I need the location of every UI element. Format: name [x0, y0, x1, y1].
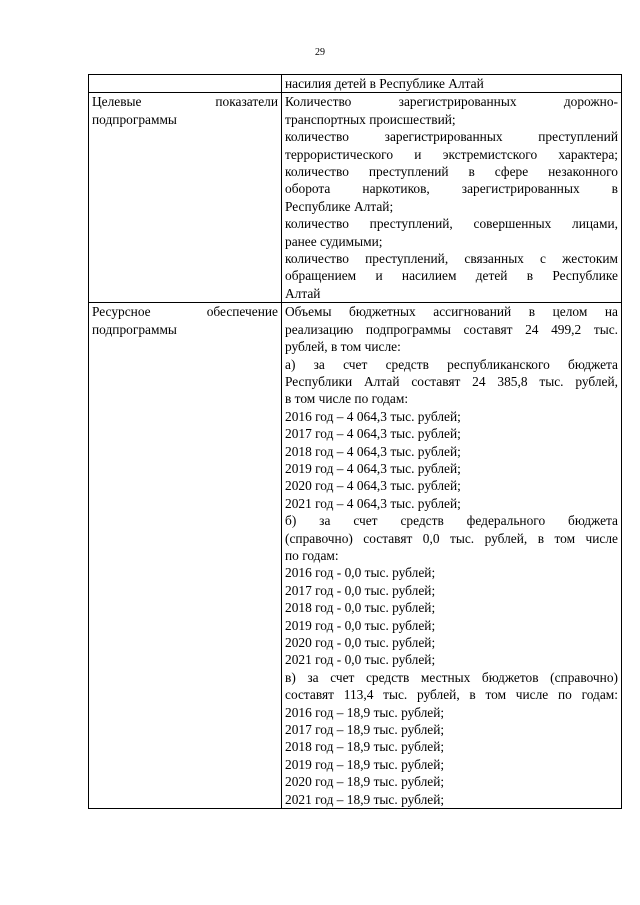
text-line: 2017 год – 4 064,3 тыс. рублей;	[285, 426, 461, 442]
text-line: Целевые показатели	[92, 94, 278, 110]
row-label-cell	[89, 75, 282, 93]
text-line: 2020 год - 0,0 тыс. рублей;	[285, 635, 436, 650]
text-line: 2020 год – 18,9 тыс. рублей;	[285, 774, 445, 790]
row-content-cell	[282, 93, 622, 303]
subprogram-passport-table	[88, 74, 622, 809]
text-line: 2017 год - 0,0 тыс. рублей;	[285, 582, 436, 598]
text-line: реализацию подпрограммы составят 24 499,2 тыс.	[285, 321, 618, 337]
text-line: 2021 год - 0,0 тыс. рублей;	[285, 652, 436, 668]
text-line: количество зарегистрированных преступлений	[285, 129, 618, 145]
row-label-cell	[89, 303, 282, 809]
text-line: обращением и насилием детей в Республике	[285, 268, 618, 284]
row-content-cell	[282, 303, 622, 809]
text-line: б) за счет средств федерального бюджета	[285, 513, 618, 529]
table-row-target-indicators	[89, 93, 622, 303]
text-line: 2019 год – 4 064,3 тыс. рублей;	[285, 460, 461, 476]
text-line: 2016 год – 18,9 тыс. рублей;	[285, 704, 445, 720]
text-line: количество преступлений, совершенных лицами,	[285, 216, 618, 232]
text-line: оборота наркотиков, зарегистрированных в	[285, 181, 618, 197]
text-line: Алтай	[285, 285, 321, 301]
text-line: 2021 год – 18,9 тыс. рублей;	[285, 791, 445, 807]
text-line: Республики Алтай составят 24 385,8 тыс. рублей,	[285, 373, 618, 389]
text-line: 2016 год - 0,0 тыс. рублей;	[285, 565, 436, 581]
text-line: составят 113,4 тыс. рублей, в том числе по годам:	[285, 687, 618, 703]
text-line: Республике Алтай;	[285, 198, 394, 214]
text-line: количество преступлений в сфере незаконного	[285, 164, 618, 180]
text-line: Количество зарегистрированных дорожно-	[285, 94, 618, 110]
text-line: рублей, в том числе:	[285, 339, 401, 355]
row-content-cell	[282, 75, 622, 93]
text-line: по годам:	[285, 547, 339, 563]
text-line: 2018 год - 0,0 тыс. рублей;	[285, 600, 436, 616]
text-line: подпрограммы	[92, 321, 177, 337]
text-line: террористического и экстремистского характера;	[285, 146, 618, 162]
text-line: 2016 год – 4 064,3 тыс. рублей;	[285, 408, 461, 424]
row-label-cell	[89, 93, 282, 303]
text-line: 2018 год – 4 064,3 тыс. рублей;	[285, 443, 461, 459]
text-line: (справочно) составят 0,0 тыс. рублей, в том числе	[285, 530, 618, 546]
text-line: 2019 год - 0,0 тыс. рублей;	[285, 617, 436, 633]
text-line: 2017 год – 18,9 тыс. рублей;	[285, 722, 445, 738]
text-line: 2019 год – 18,9 тыс. рублей;	[285, 756, 445, 772]
text-line: 2018 год – 18,9 тыс. рублей;	[285, 739, 445, 755]
text-line: транспортных происшествий;	[285, 111, 456, 127]
text-line: 2020 год – 4 064,3 тыс. рублей;	[285, 478, 461, 494]
table-row-resource-provision	[89, 303, 622, 809]
text-line: подпрограммы	[92, 111, 177, 127]
text-line: Ресурсное обеспечение	[92, 304, 278, 320]
text-line: насилия детей в Республике Алтай	[285, 76, 484, 91]
text-line: ранее судимыми;	[285, 233, 383, 249]
text-line: в том числе по годам:	[285, 391, 409, 407]
text-line: 2021 год – 4 064,3 тыс. рублей;	[285, 495, 461, 511]
text-line: а) за счет средств республиканского бюджета	[285, 356, 618, 372]
text-line: Объемы бюджетных ассигнований в целом на	[285, 304, 618, 320]
table-row-continuation	[89, 75, 622, 93]
text-line: в) за счет средств местных бюджетов (справочно)	[285, 669, 618, 685]
page-number: 29	[315, 47, 325, 58]
text-line: количество преступлений, связанных с жестоким	[285, 251, 618, 267]
